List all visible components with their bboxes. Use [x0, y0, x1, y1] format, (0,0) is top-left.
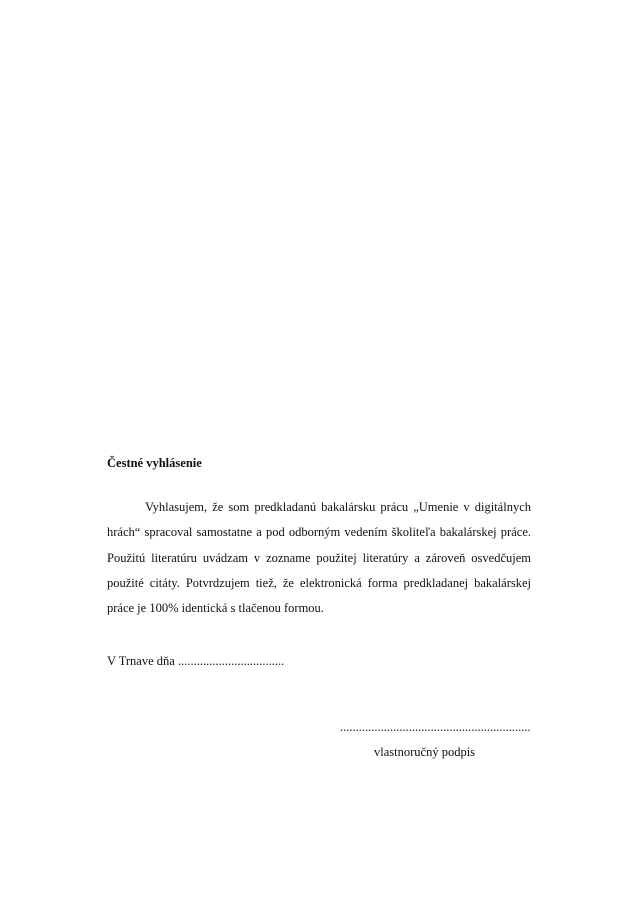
- page-title: Čestné vyhlásenie: [107, 456, 202, 470]
- signature-dotted-line: .............................................................: [340, 720, 531, 734]
- place-date-line: V Trnave dňa ..................................: [107, 654, 285, 668]
- signature-block: [340, 719, 540, 760]
- signature-caption: vlastnoručný podpis: [374, 745, 476, 759]
- declaration-paragraph: Vyhlasujem, že som predkladanú bakalársku prácu „Umenie v digitálnych hrách“ spracoval samostatne a pod odborným vedením školiteľa bakalárskej práce. Použitú literatúru uvádzam v zozname použitej literatúry a zároveň osvedčujem použité citáty. Potvrdzujem tiež, že elektronická forma predkladanej bakalárskej práce je 100% identická s tlačenou formou.: [107, 500, 531, 616]
